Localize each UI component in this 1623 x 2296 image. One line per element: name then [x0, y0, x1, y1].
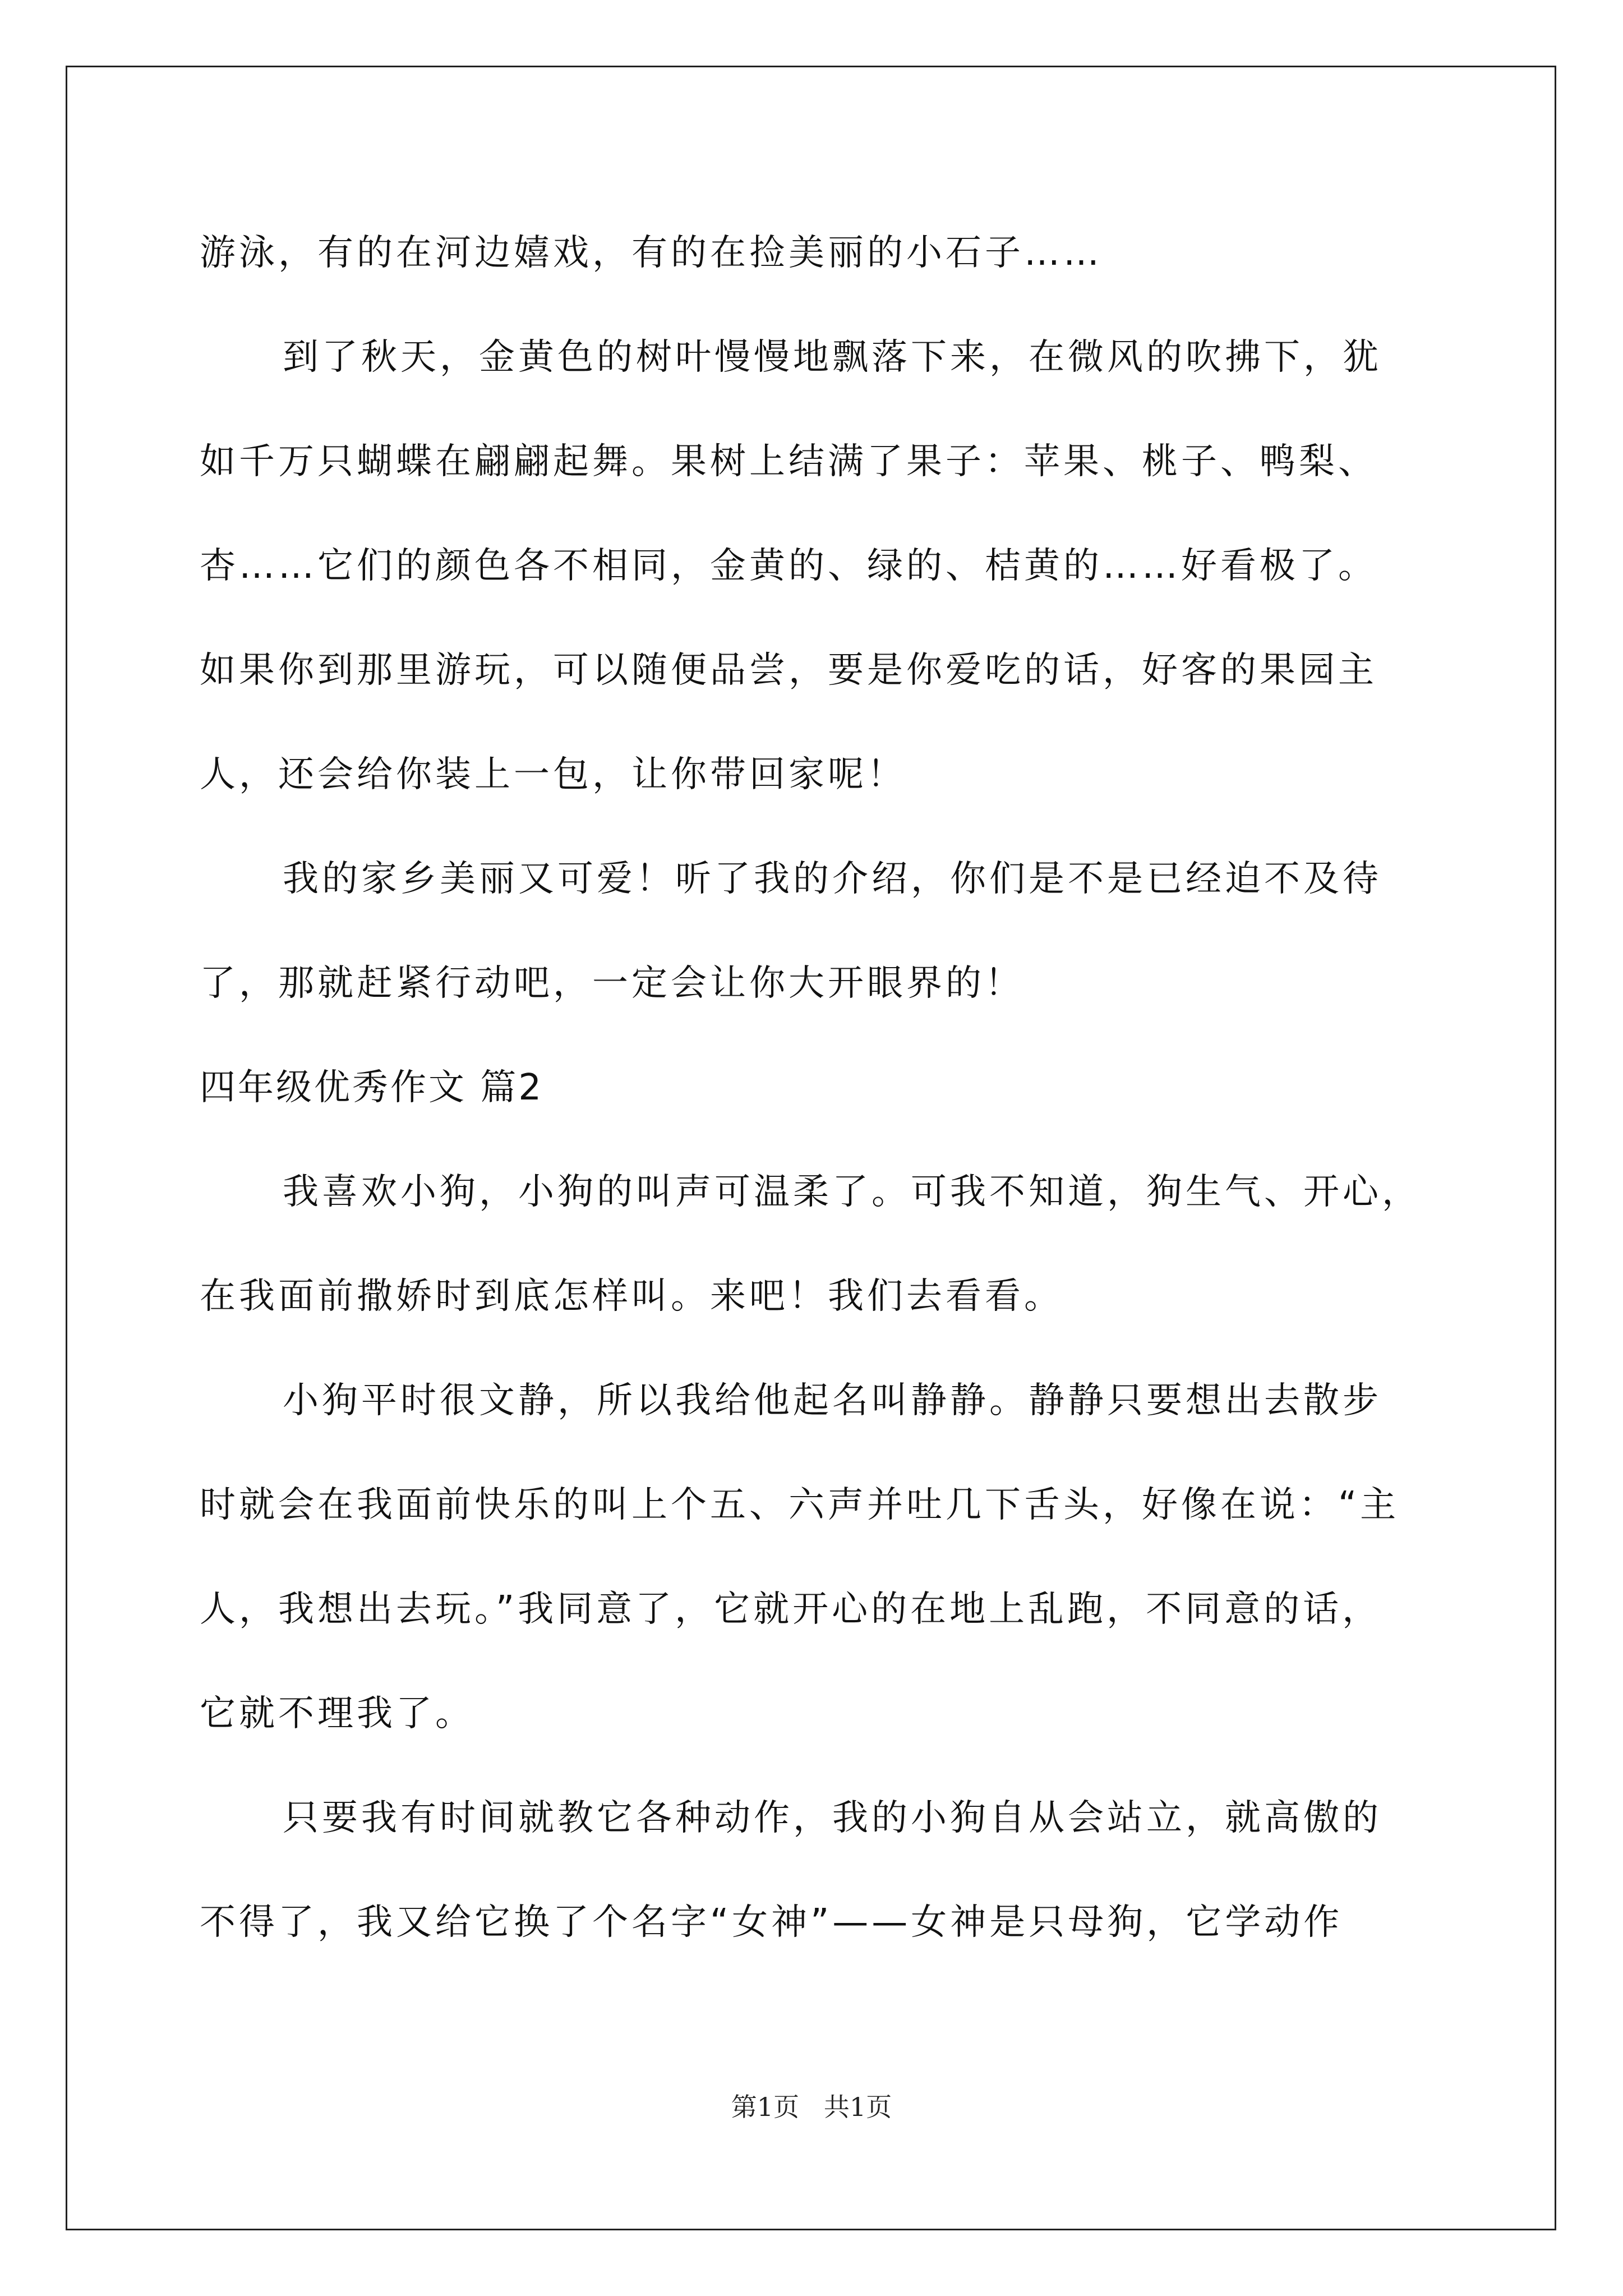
- paragraph-start-line: 到了秋天，金黄色的树叶慢慢地飘落下来，在微风的吹拂下，犹: [283, 337, 1382, 378]
- paragraph-start-line: 我的家乡美丽又可爱！听了我的介绍，你们是不是已经迫不及待: [283, 858, 1382, 900]
- section-heading: 四年级优秀作文 篇2: [200, 1067, 544, 1108]
- text-line: 人，我想出去玩。”我同意了，它就开心的在地上乱跑，不同意的话，: [200, 1589, 1382, 1630]
- page-number-footer: 第1页 共1页: [731, 2092, 892, 2122]
- text-line: 在我面前撒娇时到底怎样叫。来吧！我们去看看。: [200, 1276, 1063, 1317]
- paragraph-start-line: 小狗平时很文静，所以我给他起名叫静静。静静只要想出去散步: [283, 1380, 1382, 1421]
- text-line: 如果你到那里游玩，可以随便品尝，要是你爱吃的话，好客的果园主: [200, 650, 1377, 691]
- text-line: 它就不理我了。: [200, 1693, 474, 1734]
- text-line: 如千万只蝴蝶在翩翩起舞。果树上结满了果子：苹果、桃子、鸭梨、: [200, 441, 1377, 482]
- paragraph-start-line: 我喜欢小狗，小狗的叫声可温柔了。可我不知道，狗生气、开心，: [283, 1171, 1421, 1213]
- paragraph-start-line: 只要我有时间就教它各种动作，我的小狗自从会站立，就高傲的: [283, 1797, 1382, 1839]
- text-line: 人，还会给你装上一包，让你带回家呢！: [200, 754, 906, 795]
- document-body: [200, 217, 1446, 1991]
- text-line: 杏……它们的颜色各不相同，金黄的、绿的、桔黄的……好看极了。: [200, 545, 1377, 587]
- text-line: 了，那就赶紧行动吧，一定会让你大开眼界的！: [200, 963, 1024, 1004]
- text-line: 时就会在我面前快乐的叫上个五、六声并吐几下舌头，好像在说：“主: [200, 1484, 1400, 1526]
- text-line: 不得了，我又给它换了个名字“女神”——女神是只母狗，它学动作: [200, 1902, 1343, 1943]
- text-line: 游泳，有的在河边嬉戏，有的在捡美丽的小石子……: [200, 232, 1103, 274]
